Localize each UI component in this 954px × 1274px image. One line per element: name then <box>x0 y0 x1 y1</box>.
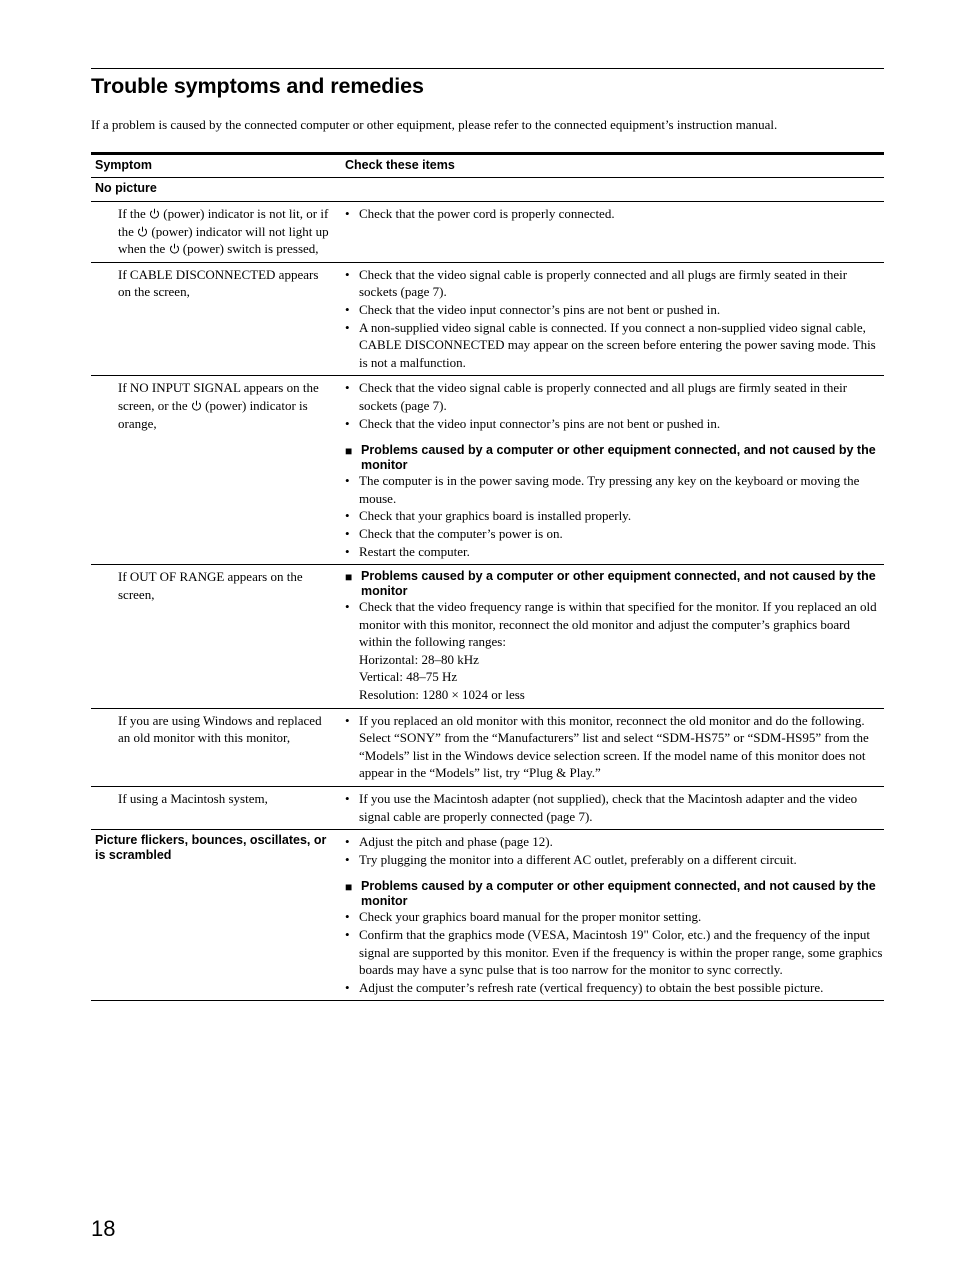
table-row <box>91 262 884 376</box>
symptom-text: (power) switch is pressed, <box>182 241 319 257</box>
symptom-text: (power) indicator is orange, <box>118 397 308 431</box>
check-cell <box>341 565 884 709</box>
symptom-text: If the <box>118 206 146 221</box>
list-item: • Restart the computer. <box>345 543 884 561</box>
list-item: • Check that the video input connector’s pins are not bent or pushed in. <box>345 415 884 433</box>
symptom-cell: If CABLE DISCONNECTED appears on the screen, <box>91 262 341 376</box>
list-item: • Check that the video signal cable is properly connected and all plugs are firmly seated in their sockets (page 7). <box>345 266 884 301</box>
subheading <box>345 879 884 908</box>
symptom-cell: If using a Macintosh system, <box>91 787 341 830</box>
list-item: • Adjust the pitch and phase (page 12). <box>345 833 884 851</box>
check-cell <box>341 787 884 830</box>
range-resolution: Resolution: 1280 × 1024 or less <box>359 687 525 703</box>
list-item: • Check that the computer’s power is on. <box>345 525 884 543</box>
trouble-table <box>91 152 884 1001</box>
check-cell <box>341 708 884 786</box>
black-square-icon: ■ <box>345 880 353 895</box>
symptom-cell <box>91 202 341 263</box>
list-item: • Check that the video frequency range is within that specified for the monitor. If you replaced an old monitor with this monitor, reconnect the old monitor and adjust the computer’s graphics board within the following ranges: <box>345 598 884 651</box>
symptom-cell: If OUT OF RANGE appears on the screen, <box>91 565 341 709</box>
list-item: • The computer is in the power saving mode. Try pressing any key on the keyboard or moving the mouse. <box>345 472 884 507</box>
check-list <box>345 598 884 704</box>
manual-page <box>91 68 884 1001</box>
power-icon <box>137 226 148 237</box>
check-cell <box>341 376 884 565</box>
symptom-text: (power) indicator is not lit, or if the <box>118 206 329 239</box>
check-list <box>345 908 884 996</box>
table-header-row <box>91 154 884 178</box>
range-vertical: Vertical: 48–75 Hz <box>359 669 458 685</box>
black-square-icon: ■ <box>345 444 353 459</box>
list-item: • Check that the power cord is properly connected. <box>345 205 884 223</box>
black-square-icon: ■ <box>345 570 353 585</box>
list-item: • If you replaced an old monitor with this monitor, reconnect the old monitor and do the following. Select “SONY” from the “Manufacturers” list and select “SDM-HS75” or “SDM-HS95” from the “Models” list in the Windows device selection screen. If the model name of this monitor does not appear in the “Models” list, try “Plug & Play.” <box>345 712 884 782</box>
subheading-text: Problems caused by a computer or other equipment connected, and not caused by the monitor <box>361 879 876 908</box>
check-cell <box>341 202 884 263</box>
power-icon <box>169 243 180 254</box>
list-item: • Confirm that the graphics mode (VESA, Macintosh 19" Color, etc.) and the frequency of the input signal are supported by this monitor. Even if the frequency is within the proper range, some graphics boards may have a sync pulse that is too narrow for the monitor to sync correctly. <box>345 926 884 979</box>
subheading <box>345 569 884 598</box>
check-cell <box>341 830 884 1001</box>
check-cell <box>341 262 884 376</box>
check-list <box>345 205 884 223</box>
header-check: Check these items <box>345 158 455 172</box>
list-item: • Check that the video signal cable is properly connected and all plugs are firmly seated in their sockets (page 7). <box>345 379 884 414</box>
top-rule <box>91 68 884 69</box>
header-symptom: Symptom <box>95 158 152 172</box>
category-row-no-picture <box>91 178 884 202</box>
power-icon <box>149 208 160 219</box>
table-row <box>91 376 884 565</box>
symptom-cell: If you are using Windows and replaced an old monitor with this monitor, <box>91 708 341 786</box>
list-item: • Check that the video input connector’s pins are not bent or pushed in. <box>345 301 884 319</box>
table-row <box>91 202 884 263</box>
subheading-text: Problems caused by a computer or other equipment connected, and not caused by the monitor <box>361 443 876 472</box>
page-number: 18 <box>91 1216 116 1241</box>
check-list <box>345 379 884 432</box>
table-row <box>91 565 884 709</box>
category-label: No picture <box>91 178 884 202</box>
intro-text: If a problem is caused by the connected computer or other equipment, please refer to the connected equipment’s instruction manual. <box>91 117 778 132</box>
table-row <box>91 830 884 1001</box>
check-list <box>345 790 884 825</box>
check-list <box>345 712 884 782</box>
table-row <box>91 708 884 786</box>
category-label-flicker: Picture flickers, bounces, oscillates, or is scrambled <box>91 830 341 1001</box>
range-horizontal: Horizontal: 28–80 kHz <box>359 651 479 667</box>
list-item: • Try plugging the monitor into a different AC outlet, preferably on a different circuit. <box>345 851 884 869</box>
list-item: • Check your graphics board manual for the proper monitor setting. <box>345 908 884 926</box>
list-item: • A non-supplied video signal cable is connected. If you connect a non-supplied video signal cable, CABLE DISCONNECTED may appear on the screen before entering the power saving mode. This is not a malfunction. <box>345 319 884 372</box>
table-row <box>91 787 884 830</box>
power-icon <box>191 400 202 411</box>
check-list <box>345 266 884 372</box>
list-item: • If you use the Macintosh adapter (not supplied), check that the Macintosh adapter and the video signal cable are properly connected (page 7). <box>345 790 884 825</box>
symptom-cell <box>91 376 341 565</box>
check-list <box>345 833 884 868</box>
subheading <box>345 443 884 472</box>
symptom-text: If NO INPUT SIGNAL appears on the screen, or the <box>118 380 319 413</box>
symptom-text: (power) indicator will not light up when the <box>118 223 329 257</box>
subheading-text: Problems caused by a computer or other equipment connected, and not caused by the monitor <box>361 569 876 598</box>
check-list <box>345 472 884 560</box>
list-item: • Adjust the computer’s refresh rate (vertical frequency) to obtain the best possible picture. <box>345 979 884 997</box>
list-item: • Check that your graphics board is installed properly. <box>345 507 884 525</box>
page-title: Trouble symptoms and remedies <box>91 74 424 98</box>
